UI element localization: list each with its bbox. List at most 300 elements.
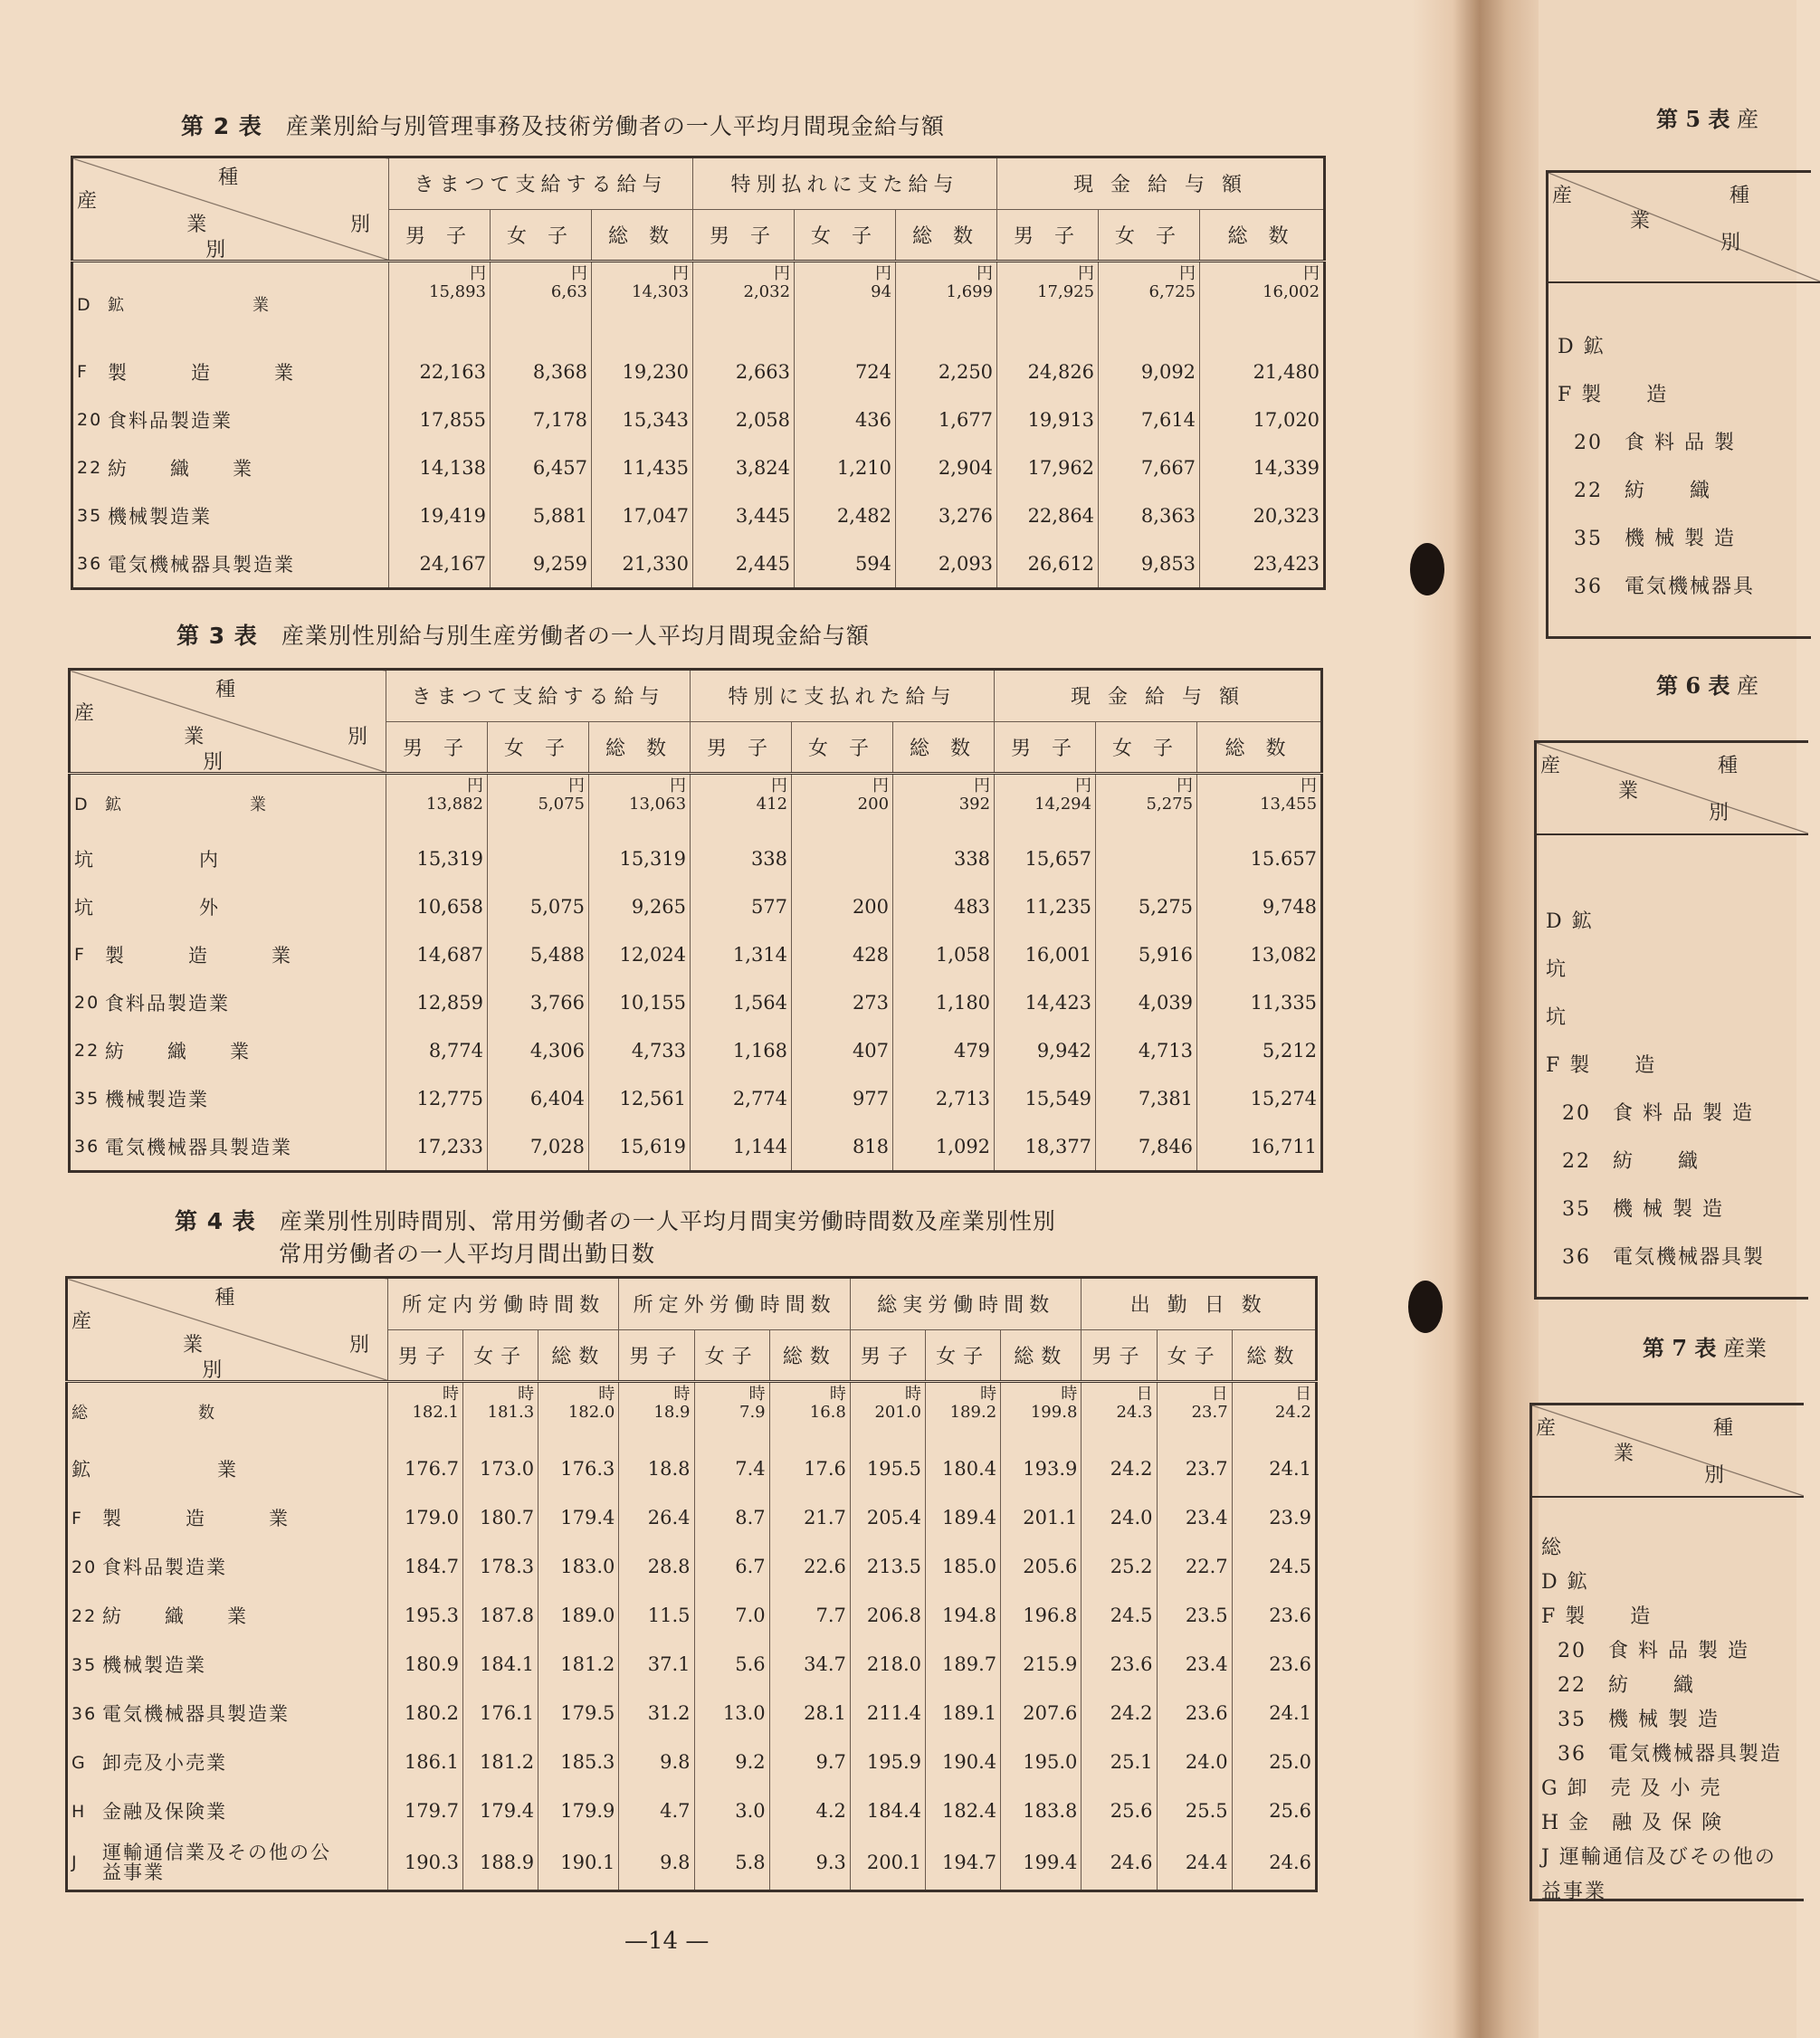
- row-code: 35: [74, 1089, 100, 1109]
- data-cell: [1096, 1122, 1197, 1172]
- cell-value: 195.3: [404, 1605, 459, 1626]
- fragment-row-label: G 卸 売 及 小 売: [1541, 1777, 1722, 1800]
- cell-value: 23.6: [1110, 1653, 1153, 1675]
- corner-label-right: 別: [347, 726, 373, 748]
- table4-number: 第 4 表: [175, 1208, 256, 1234]
- data-cell: [1082, 1786, 1157, 1835]
- cell-value: 436: [854, 408, 892, 431]
- data-cell: [769, 1835, 850, 1891]
- cell-value: 3,766: [529, 991, 585, 1014]
- table-header: [67, 1278, 1317, 1382]
- data-cell: [1099, 539, 1200, 589]
- cell-value: 1,144: [732, 1135, 788, 1157]
- cell-value: 12,775: [416, 1087, 483, 1109]
- cell-value: 17,047: [622, 504, 690, 527]
- data-cell: [850, 1640, 925, 1689]
- data-cell: [619, 1786, 694, 1835]
- column-subheader: 男 子: [386, 721, 488, 774]
- data-cell: [1157, 1444, 1232, 1493]
- cell-value: 22,864: [1027, 504, 1095, 527]
- cell-value: 13,455: [1260, 795, 1318, 814]
- table-row: [70, 774, 1322, 835]
- cell-value: 189.7: [942, 1653, 997, 1675]
- cell-value: 25.5: [1185, 1800, 1228, 1822]
- row-code: 36: [71, 1703, 98, 1724]
- cell-value: 2,032: [743, 282, 791, 301]
- data-cell: [387, 1689, 462, 1738]
- unit-label: 時: [980, 1385, 997, 1404]
- cell-value: 6.7: [735, 1556, 766, 1577]
- data-cell: [997, 395, 1099, 443]
- cell-value: 22.7: [1185, 1556, 1228, 1577]
- row-label-text: 食料品製造業: [105, 992, 230, 1014]
- data-cell: [926, 1689, 1001, 1738]
- data-cell: [538, 1493, 619, 1542]
- unit-label: 時: [1061, 1385, 1078, 1404]
- column-subheader: 男子: [387, 1329, 462, 1382]
- fragment-row-label: 22 紡 織: [1562, 1150, 1700, 1173]
- cell-value: 184.1: [480, 1653, 535, 1675]
- row-code: 36: [77, 554, 103, 575]
- row-label-text: 電気機械器具製造業: [105, 1136, 292, 1158]
- cell-value: 24.0: [1110, 1507, 1153, 1528]
- cell-value: 24.3: [1116, 1403, 1153, 1422]
- row-label-text: 機械製造業: [108, 505, 212, 528]
- table-row: [70, 834, 1322, 882]
- cell-value: 15,657: [1024, 847, 1092, 870]
- data-cell: [488, 774, 589, 835]
- data-cell: [1232, 1444, 1316, 1493]
- cell-value: 4,713: [1138, 1039, 1194, 1062]
- cell-value: 6,457: [532, 456, 587, 479]
- data-cell: [1232, 1786, 1316, 1835]
- data-cell: [488, 882, 589, 930]
- cell-value: 185.0: [942, 1556, 997, 1577]
- corner-label-mid: 業: [1630, 210, 1651, 233]
- cell-value: 23.5: [1185, 1605, 1228, 1626]
- cell-value: 18,377: [1024, 1135, 1092, 1157]
- cell-value: 196.8: [1023, 1605, 1078, 1626]
- cell-value: 215.9: [1023, 1653, 1078, 1675]
- cell-value: 189.0: [560, 1605, 615, 1626]
- row-label-text: 紡 織 業: [108, 457, 253, 480]
- cell-value: 205.6: [1023, 1556, 1078, 1577]
- row-label: [72, 348, 389, 395]
- row-label: [70, 774, 386, 835]
- row-label-text: 紡 織 業: [102, 1605, 248, 1628]
- group-header-row: [67, 1278, 1317, 1330]
- corner-label-left: 産: [1540, 755, 1561, 777]
- data-cell: [850, 1689, 925, 1738]
- cell-value: 28.1: [804, 1702, 846, 1724]
- data-cell: [1099, 348, 1200, 395]
- cell-value: 1,058: [935, 943, 991, 966]
- data-cell: [491, 539, 592, 589]
- cell-value: 24.0: [1185, 1751, 1228, 1773]
- cell-value: 190.3: [404, 1852, 459, 1873]
- column-subheader: 女子: [926, 1329, 1001, 1382]
- data-cell: [769, 1591, 850, 1640]
- group-header-row: [70, 670, 1322, 722]
- cell-value: 179.0: [404, 1507, 459, 1528]
- cell-value: 184.7: [404, 1556, 459, 1577]
- data-cell: [538, 1689, 619, 1738]
- cell-value: 15,619: [619, 1135, 687, 1157]
- table-row: [70, 1122, 1322, 1172]
- cell-value: 19,419: [419, 504, 486, 527]
- unit-label: 円: [568, 776, 585, 795]
- data-cell: [1200, 262, 1325, 348]
- cell-value: 1,092: [935, 1135, 991, 1157]
- cell-value: 15,319: [619, 847, 687, 870]
- corner-label-mid: 業: [183, 1334, 209, 1357]
- data-cell: [795, 348, 896, 395]
- cell-value: 8.7: [735, 1507, 766, 1528]
- cell-value: 24,826: [1027, 360, 1095, 383]
- data-cell: [389, 395, 491, 443]
- cell-value: 181.2: [480, 1751, 535, 1773]
- data-cell: [893, 774, 995, 835]
- cell-value: 9.8: [660, 1852, 691, 1873]
- unit-label: 円: [1078, 264, 1095, 283]
- corner-label-top: 種: [215, 679, 242, 701]
- cell-value: 479: [953, 1039, 991, 1062]
- cell-value: 195.5: [866, 1458, 921, 1480]
- book-spine: [1412, 0, 1548, 2038]
- data-cell: [1001, 1382, 1082, 1445]
- cell-value: 9,853: [1140, 552, 1196, 575]
- data-cell: [926, 1591, 1001, 1640]
- fragment-row-label: F 製 造: [1546, 1054, 1657, 1077]
- corner-label-top: 種: [1718, 755, 1739, 777]
- data-cell: [589, 774, 691, 835]
- data-cell: [387, 1640, 462, 1689]
- row-code: 22: [74, 1041, 100, 1062]
- unit-label: 時: [443, 1385, 459, 1404]
- cell-value: 20,323: [1253, 504, 1320, 527]
- cell-value: 34.7: [804, 1653, 846, 1675]
- data-cell: [1001, 1640, 1082, 1689]
- corner-label-bottom: 別: [205, 239, 232, 262]
- data-cell: [1232, 1640, 1316, 1689]
- cell-value: 25.2: [1110, 1556, 1153, 1577]
- unit-label: 時: [518, 1385, 535, 1404]
- data-cell: [387, 1444, 462, 1493]
- data-cell: [386, 1122, 488, 1172]
- cell-value: 206.8: [866, 1605, 921, 1626]
- cell-value: 5,275: [1146, 795, 1194, 814]
- data-cell: [538, 1640, 619, 1689]
- data-cell: [387, 1835, 462, 1891]
- table6-title-text: 産: [1737, 673, 1759, 699]
- data-cell: [997, 443, 1099, 491]
- cell-value: 182.4: [942, 1800, 997, 1822]
- cell-value: 28.8: [647, 1556, 691, 1577]
- cell-value: 977: [852, 1087, 890, 1109]
- fragment-row-label: 20 食 料 品 製: [1574, 432, 1736, 454]
- data-cell: [538, 1835, 619, 1891]
- cell-value: 7,667: [1140, 456, 1196, 479]
- data-cell: [389, 348, 491, 395]
- cell-value: 5,075: [538, 795, 585, 814]
- table4-title-text: 産業別性別時間別、常用労働者の一人平均月間実労働時間数及産業別性別: [279, 1208, 1056, 1234]
- row-label-text: 紡 織 業: [105, 1040, 251, 1062]
- fragment-row-label: J 運輸通信及びその他の: [1541, 1846, 1777, 1869]
- data-cell: [769, 1738, 850, 1786]
- data-cell: [694, 1493, 769, 1542]
- data-cell: [1082, 1542, 1157, 1591]
- column-group-header: 出 勤 日 数: [1082, 1278, 1317, 1330]
- data-cell: [997, 539, 1099, 589]
- unit-label: 時: [829, 1385, 846, 1404]
- data-cell: [589, 1122, 691, 1172]
- row-code: 35: [77, 506, 103, 527]
- cell-value: 407: [852, 1039, 890, 1062]
- data-cell: [694, 1591, 769, 1640]
- data-cell: [1197, 1122, 1322, 1172]
- data-cell: [538, 1591, 619, 1640]
- cell-value: 183.8: [1023, 1800, 1078, 1822]
- cell-value: 181.2: [560, 1653, 615, 1675]
- cell-value: 26.4: [647, 1507, 691, 1528]
- cell-value: 17.6: [804, 1458, 846, 1480]
- cell-value: 4,306: [529, 1039, 585, 1062]
- corner-label-bottom: 別: [1704, 1464, 1725, 1487]
- cell-value: 16.8: [809, 1403, 846, 1422]
- table-row: [67, 1689, 1317, 1738]
- column-subheader: 男 子: [389, 209, 491, 262]
- row-label-text: 製 造 業: [108, 361, 295, 384]
- table-row: [67, 1786, 1317, 1835]
- cell-value: 15.657: [1250, 847, 1318, 870]
- data-cell: [386, 978, 488, 1026]
- cell-value: 185.3: [560, 1751, 615, 1773]
- data-cell: [893, 834, 995, 882]
- cell-value: 6,725: [1148, 282, 1196, 301]
- data-cell: [488, 1074, 589, 1122]
- row-label: [72, 395, 389, 443]
- data-cell: [1232, 1689, 1316, 1738]
- column-subheader: 女 子: [792, 721, 893, 774]
- corner-label-bottom: 別: [203, 751, 229, 774]
- table7-title: [1643, 1330, 1767, 1362]
- table-row: [67, 1493, 1317, 1542]
- data-cell: [488, 978, 589, 1026]
- data-cell: [1001, 1542, 1082, 1591]
- data-cell: [619, 1444, 694, 1493]
- data-cell: [850, 1786, 925, 1835]
- unit-label: 円: [571, 264, 587, 283]
- cell-value: 24.1: [1269, 1458, 1311, 1480]
- column-subheader: 男 子: [997, 209, 1099, 262]
- data-cell: [389, 262, 491, 348]
- data-cell: [850, 1542, 925, 1591]
- table-row: [67, 1382, 1317, 1445]
- data-cell: [1232, 1542, 1316, 1591]
- data-cell: [387, 1786, 462, 1835]
- table-body: [67, 1382, 1317, 1891]
- cell-value: 176.7: [404, 1458, 459, 1480]
- data-cell: [1197, 774, 1322, 835]
- cell-value: 23.6: [1269, 1653, 1311, 1675]
- column-group-header: 所定外労働時間数: [619, 1278, 851, 1330]
- cell-value: 218.0: [866, 1653, 921, 1675]
- data-cell: [795, 491, 896, 539]
- cell-value: 23.7: [1185, 1458, 1228, 1480]
- data-cell: [1157, 1738, 1232, 1786]
- cell-value: 24.5: [1110, 1605, 1153, 1626]
- row-label-text: 製 造 業: [102, 1508, 290, 1530]
- unit-label: 円: [672, 264, 690, 283]
- data-cell: [1099, 443, 1200, 491]
- cell-value: 13,882: [426, 795, 483, 814]
- data-cell: [694, 1835, 769, 1891]
- column-subheader: 男子: [619, 1329, 694, 1382]
- cell-value: 26,612: [1027, 552, 1095, 575]
- data-cell: [995, 774, 1096, 835]
- data-cell: [1082, 1835, 1157, 1891]
- table-row: [72, 348, 1325, 395]
- cell-value: 205.4: [866, 1507, 921, 1528]
- cell-value: 194.8: [942, 1605, 997, 1626]
- cell-value: 11,335: [1250, 991, 1318, 1014]
- cell-value: 24,167: [419, 552, 486, 575]
- fragment-row-label: D 鉱: [1558, 336, 1606, 358]
- cell-value: 724: [854, 360, 892, 383]
- fragment-row-label: 35 機 械 製 造: [1558, 1709, 1720, 1731]
- data-cell: [387, 1738, 462, 1786]
- cell-value: 6,404: [529, 1087, 585, 1109]
- table-row: [72, 539, 1325, 589]
- column-group-header: きまつて支給する給与: [389, 157, 693, 210]
- data-cell: [769, 1444, 850, 1493]
- cell-value: 338: [750, 847, 788, 870]
- data-cell: [926, 1542, 1001, 1591]
- cell-value: 37.1: [647, 1653, 691, 1675]
- row-label: [70, 978, 386, 1026]
- cell-value: 1,564: [732, 991, 788, 1014]
- cell-value: 2,713: [935, 1087, 991, 1109]
- data-cell: [995, 978, 1096, 1026]
- row-code: 20: [74, 993, 100, 1014]
- data-cell: [1082, 1591, 1157, 1640]
- data-cell: [1082, 1640, 1157, 1689]
- table-row: [70, 1026, 1322, 1074]
- data-cell: [488, 930, 589, 978]
- corner-label-top: 種: [1729, 185, 1750, 207]
- fragment-row-label: 35 機 械 製 造: [1574, 528, 1736, 550]
- data-cell: [589, 1026, 691, 1074]
- cell-value: 2,445: [735, 552, 791, 575]
- fragment-row-label: 22 紡 織: [1558, 1674, 1695, 1697]
- cell-value: 1,180: [935, 991, 991, 1014]
- table4-title-line2: 常用労働者の一人平均月間出勤日数: [279, 1241, 656, 1267]
- data-cell: [769, 1689, 850, 1738]
- data-cell: [926, 1640, 1001, 1689]
- column-subheader: 男 子: [691, 721, 792, 774]
- cell-value: 818: [852, 1135, 890, 1157]
- data-cell: [1200, 539, 1325, 589]
- corner-cell: [72, 157, 389, 262]
- cell-value: 200.1: [866, 1852, 921, 1873]
- data-cell: [795, 443, 896, 491]
- data-cell: [463, 1542, 538, 1591]
- cell-value: 14,339: [1253, 456, 1320, 479]
- cell-value: 5,275: [1138, 895, 1194, 918]
- cell-value: 22,163: [419, 360, 486, 383]
- data-cell: [850, 1444, 925, 1493]
- column-subheader: 男子: [850, 1329, 925, 1382]
- data-cell: [1232, 1738, 1316, 1786]
- column-subheader: 総数: [1001, 1329, 1082, 1382]
- corner-label-right: 別: [349, 214, 376, 236]
- data-cell: [463, 1591, 538, 1640]
- table-row: [72, 443, 1325, 491]
- data-cell: [463, 1493, 538, 1542]
- data-cell: [387, 1542, 462, 1591]
- unit-label: 日: [1211, 1385, 1228, 1404]
- cell-value: 25.6: [1110, 1800, 1153, 1822]
- cell-value: 195.0: [1023, 1751, 1078, 1773]
- cell-value: 3,824: [735, 456, 791, 479]
- data-cell: [691, 774, 792, 835]
- data-cell: [389, 491, 491, 539]
- column-subheader: 女 子: [1096, 721, 1197, 774]
- cell-value: 195.9: [866, 1751, 921, 1773]
- column-subheader: 総数: [769, 1329, 850, 1382]
- data-cell: [691, 930, 792, 978]
- data-cell: [995, 1074, 1096, 1122]
- corner-label-mid: 業: [1618, 780, 1639, 803]
- cell-value: 14,687: [416, 943, 483, 966]
- cell-value: 179.5: [560, 1702, 615, 1724]
- row-label-text: 電気機械器具製造業: [108, 553, 295, 576]
- data-cell: [769, 1542, 850, 1591]
- cell-value: 194.7: [942, 1852, 997, 1873]
- cell-value: 190.1: [560, 1852, 615, 1873]
- column-subheader: 総 数: [1200, 209, 1325, 262]
- cell-value: 199.8: [1030, 1403, 1078, 1422]
- cell-value: 9,092: [1140, 360, 1196, 383]
- data-cell: [1082, 1689, 1157, 1738]
- cell-value: 186.1: [404, 1751, 459, 1773]
- data-cell: [792, 930, 893, 978]
- cell-value: 17,925: [1037, 282, 1095, 301]
- data-cell: [694, 1640, 769, 1689]
- unit-label: 円: [470, 264, 486, 283]
- row-label-text: 機械製造業: [102, 1654, 206, 1677]
- data-cell: [1197, 834, 1322, 882]
- data-cell: [850, 1382, 925, 1445]
- row-label-text: 機械製造業: [105, 1088, 209, 1110]
- data-cell: [619, 1689, 694, 1738]
- row-code: 20: [71, 1557, 98, 1577]
- data-cell: [1197, 1026, 1322, 1074]
- data-cell: [1082, 1493, 1157, 1542]
- data-cell: [795, 262, 896, 348]
- table-row: [67, 1738, 1317, 1786]
- data-cell: [893, 882, 995, 930]
- row-code: H: [71, 1801, 87, 1822]
- cell-value: 193.9: [1023, 1458, 1078, 1480]
- row-label-text: 金融及保険業: [102, 1801, 227, 1824]
- table7-fragment: [1529, 1403, 1804, 1901]
- data-cell: [1157, 1591, 1232, 1640]
- row-label: [67, 1738, 388, 1786]
- data-cell: [792, 1026, 893, 1074]
- cell-value: 17,962: [1027, 456, 1095, 479]
- row-label: [70, 1122, 386, 1172]
